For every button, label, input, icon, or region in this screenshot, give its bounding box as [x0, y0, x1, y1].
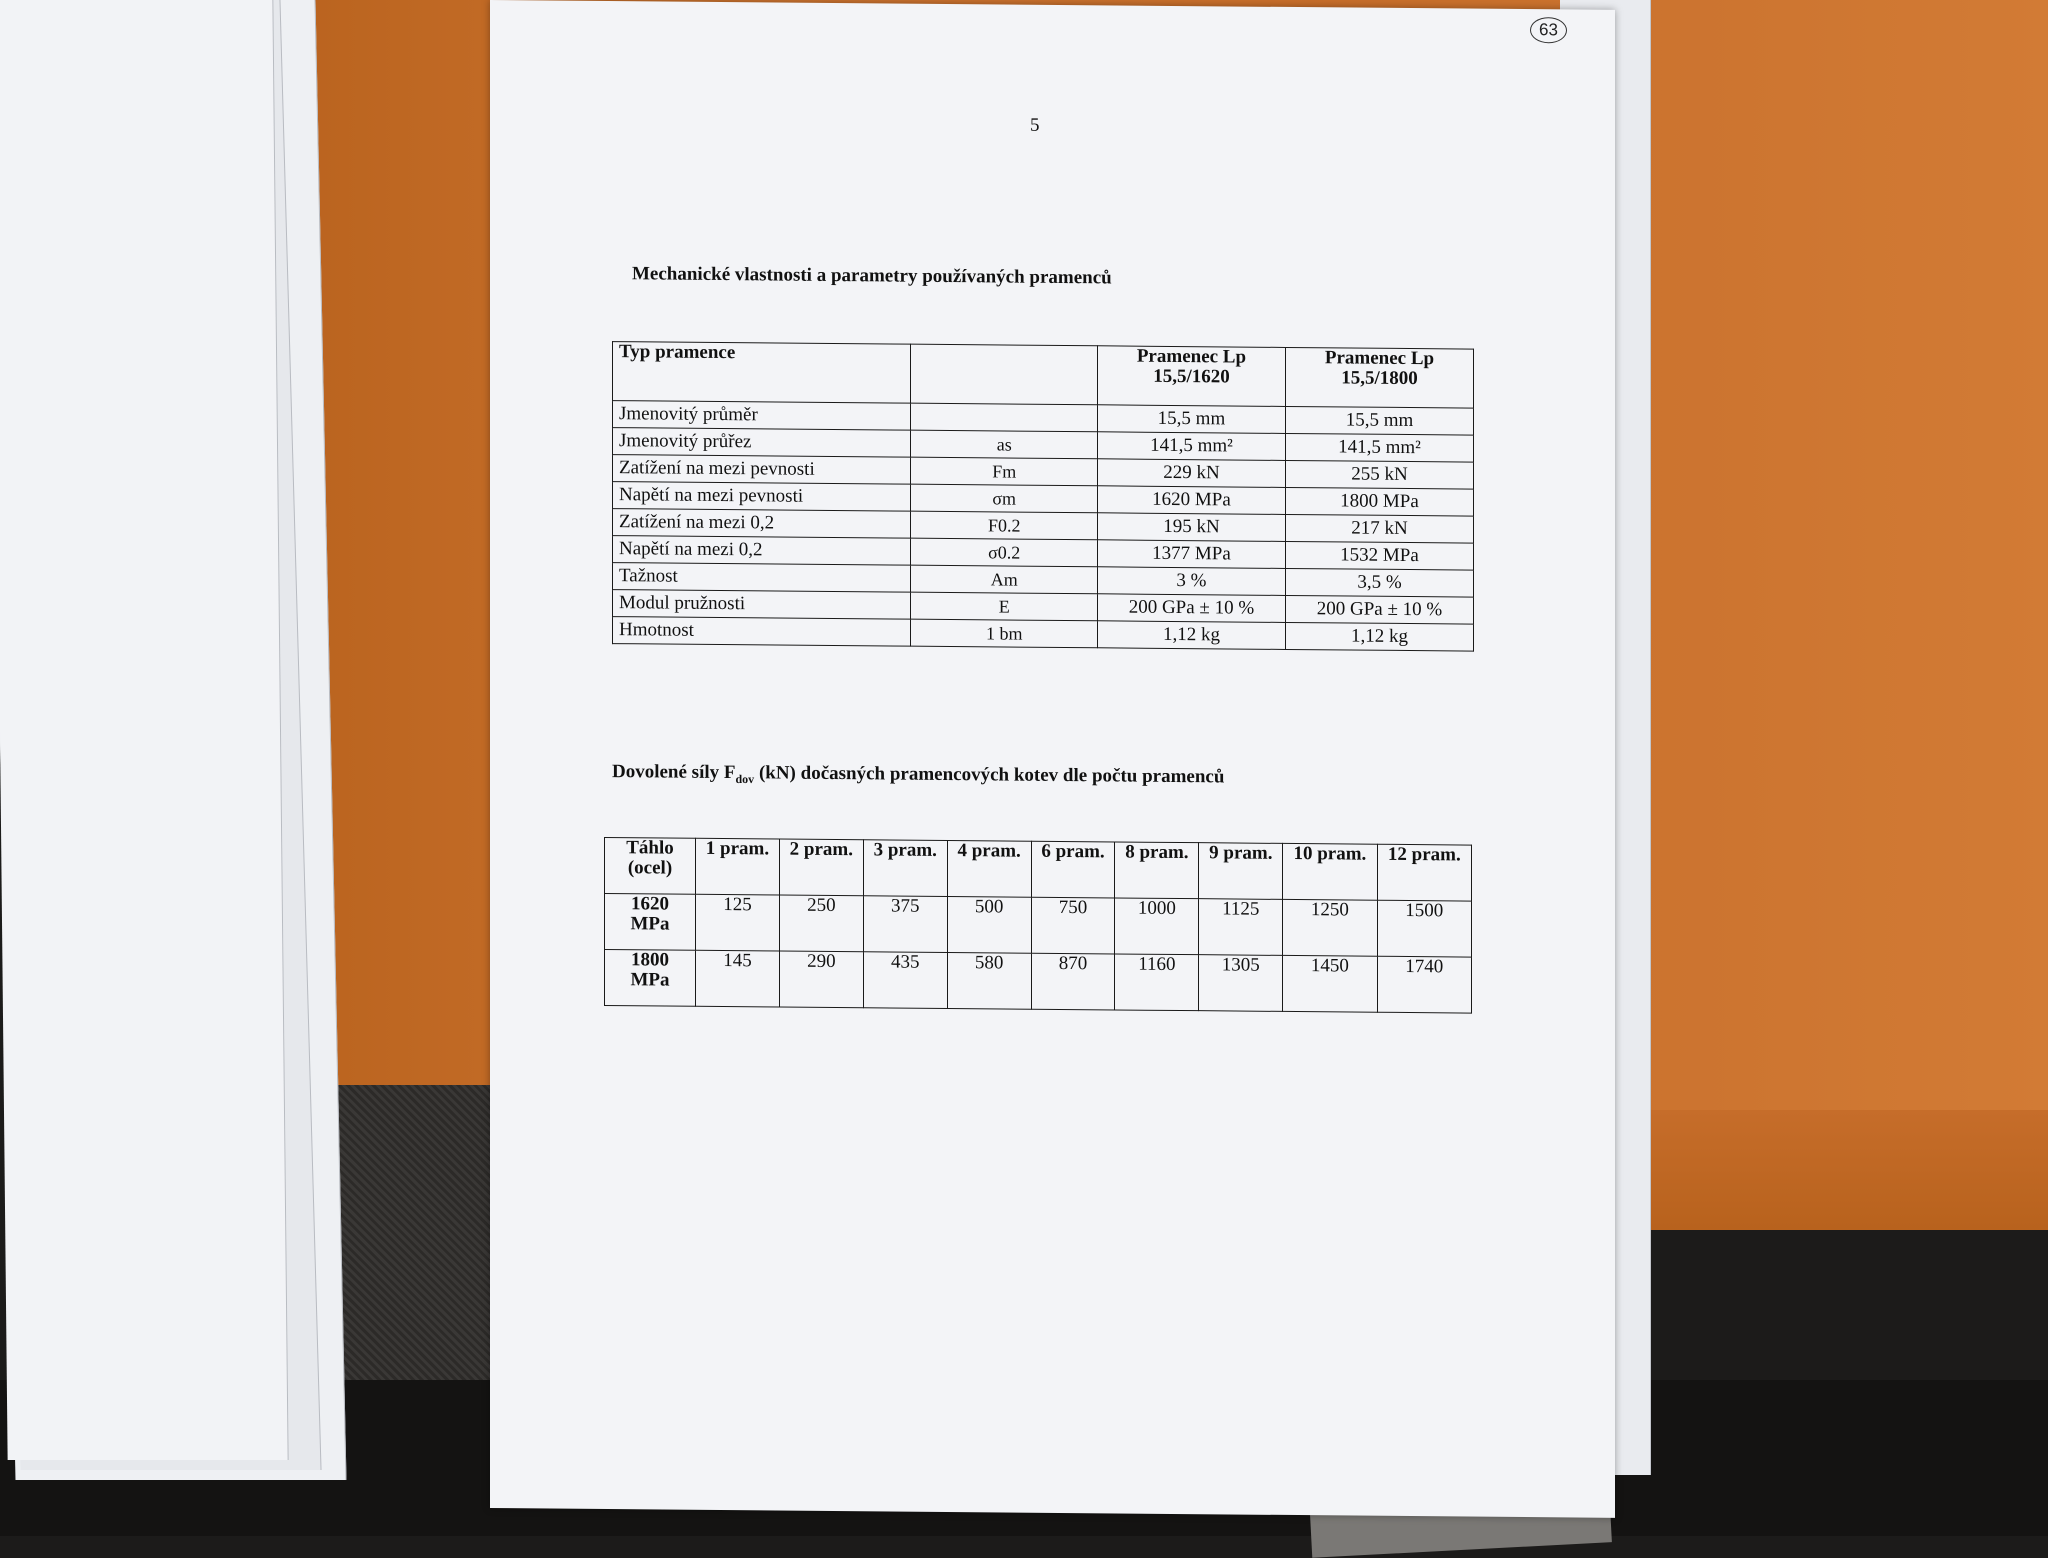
- column-header: 1 pram.: [696, 838, 780, 895]
- row-symbol: as: [911, 430, 1098, 459]
- table-cell: 1450: [1283, 955, 1377, 1012]
- forces-heading-pre: Dovolené síly F: [612, 761, 736, 784]
- properties-heading: Mechanické vlastnosti a parametry používaných pramenců: [632, 263, 1112, 289]
- column-header: 3 pram.: [863, 840, 947, 897]
- table-cell: 1800 MPa: [1285, 487, 1473, 516]
- header-cell: Typ pramence: [613, 342, 911, 404]
- column-header: 2 pram.: [779, 839, 863, 896]
- paper-stack: [0, 0, 289, 1460]
- column-header: 12 pram.: [1377, 844, 1471, 901]
- row-symbol: E: [911, 592, 1098, 621]
- table-cell: 255 kN: [1285, 460, 1473, 489]
- table-row: [605, 893, 1472, 957]
- row-symbol: F0.2: [911, 511, 1098, 540]
- row-symbol: Fm: [911, 457, 1098, 486]
- row-symbol: σ0.2: [911, 538, 1098, 567]
- table-cell: 1377 MPa: [1097, 540, 1285, 569]
- row-symbol: [911, 403, 1098, 432]
- desk-edge: [1640, 1110, 2048, 1230]
- table-cell: 500: [947, 896, 1031, 953]
- table-cell: 1532 MPa: [1285, 541, 1473, 570]
- properties-table: [612, 341, 1474, 652]
- table-cell: 141,5 mm²: [1097, 432, 1285, 461]
- row-symbol: σm: [911, 484, 1098, 513]
- table-cell: 141,5 mm²: [1285, 433, 1473, 462]
- table-cell: 217 kN: [1285, 514, 1473, 543]
- table-cell: 290: [779, 951, 863, 1008]
- row-label: Napětí na mezi 0,2: [613, 536, 911, 566]
- table-cell: 200 GPa ± 10 %: [1097, 594, 1285, 623]
- row-label: 1800 MPa: [605, 949, 696, 1006]
- table-row: [605, 949, 1472, 1013]
- table-cell: 229 kN: [1097, 459, 1285, 488]
- table-cell: 1,12 kg: [1097, 621, 1285, 650]
- header-cell: Pramenec Lp 15,5/1620: [1097, 346, 1285, 407]
- table-cell: 195 kN: [1097, 513, 1285, 542]
- forces-heading-post: (kN) dočasných pramencových kotev dle počtu pramenců: [754, 762, 1225, 788]
- table-cell: 3 %: [1097, 567, 1285, 596]
- row-label: Modul pružnosti: [613, 590, 911, 620]
- row-label: Jmenovitý průměr: [613, 401, 911, 431]
- table-cell: 3,5 %: [1285, 568, 1473, 597]
- table-cell: 1,12 kg: [1285, 622, 1473, 651]
- table-cell: 15,5 mm: [1285, 406, 1473, 435]
- row-label: Jmenovitý průřez: [613, 428, 911, 458]
- column-header: 4 pram.: [947, 840, 1031, 897]
- table-cell: 1250: [1283, 899, 1377, 956]
- table-header-row: [613, 342, 1474, 409]
- row-label: Napětí na mezi pevnosti: [613, 482, 911, 512]
- table-cell: 1740: [1377, 956, 1471, 1013]
- row-symbol: 1 bm: [911, 619, 1098, 648]
- corner-label: Táhlo (ocel): [605, 837, 696, 894]
- column-header: 10 pram.: [1283, 843, 1377, 900]
- table-header-row: [605, 837, 1472, 901]
- row-label: Tažnost: [613, 563, 911, 593]
- table-cell: 250: [779, 895, 863, 952]
- table-cell: 125: [696, 894, 780, 951]
- document-page: [490, 0, 1615, 1518]
- row-label: Zatížení na mezi pevnosti: [613, 455, 911, 485]
- table-cell: 870: [1031, 953, 1115, 1010]
- table-cell: 750: [1031, 897, 1115, 954]
- header-cell: Pramenec Lp 15,5/1800: [1285, 347, 1473, 408]
- column-header: 8 pram.: [1115, 842, 1199, 899]
- corner-page-mark: 63: [1530, 17, 1567, 43]
- forces-heading: [612, 761, 1224, 791]
- column-header: 9 pram.: [1199, 843, 1283, 900]
- table-cell: 580: [947, 952, 1031, 1009]
- table-cell: 375: [863, 896, 947, 953]
- forces-heading-subscript: dov: [735, 771, 755, 787]
- table-cell: 145: [696, 950, 780, 1007]
- table-cell: 1500: [1377, 900, 1471, 957]
- column-header: 6 pram.: [1031, 841, 1115, 898]
- page-number: 5: [1030, 114, 1040, 136]
- table-cell: 1000: [1115, 898, 1199, 955]
- row-label: 1620 MPa: [605, 893, 696, 950]
- table-cell: 435: [863, 952, 947, 1009]
- header-cell: [911, 344, 1098, 405]
- forces-table: [604, 837, 1472, 1014]
- row-label: Zatížení na mezi 0,2: [613, 509, 911, 539]
- table-cell: 15,5 mm: [1097, 405, 1285, 434]
- table-cell: 200 GPa ± 10 %: [1285, 595, 1473, 624]
- row-label: Hmotnost: [613, 617, 911, 647]
- table-cell: 1160: [1115, 954, 1199, 1011]
- table-cell: 1125: [1199, 899, 1283, 956]
- table-cell: 1305: [1199, 955, 1283, 1012]
- row-symbol: Am: [911, 565, 1098, 594]
- table-cell: 1620 MPa: [1097, 486, 1285, 515]
